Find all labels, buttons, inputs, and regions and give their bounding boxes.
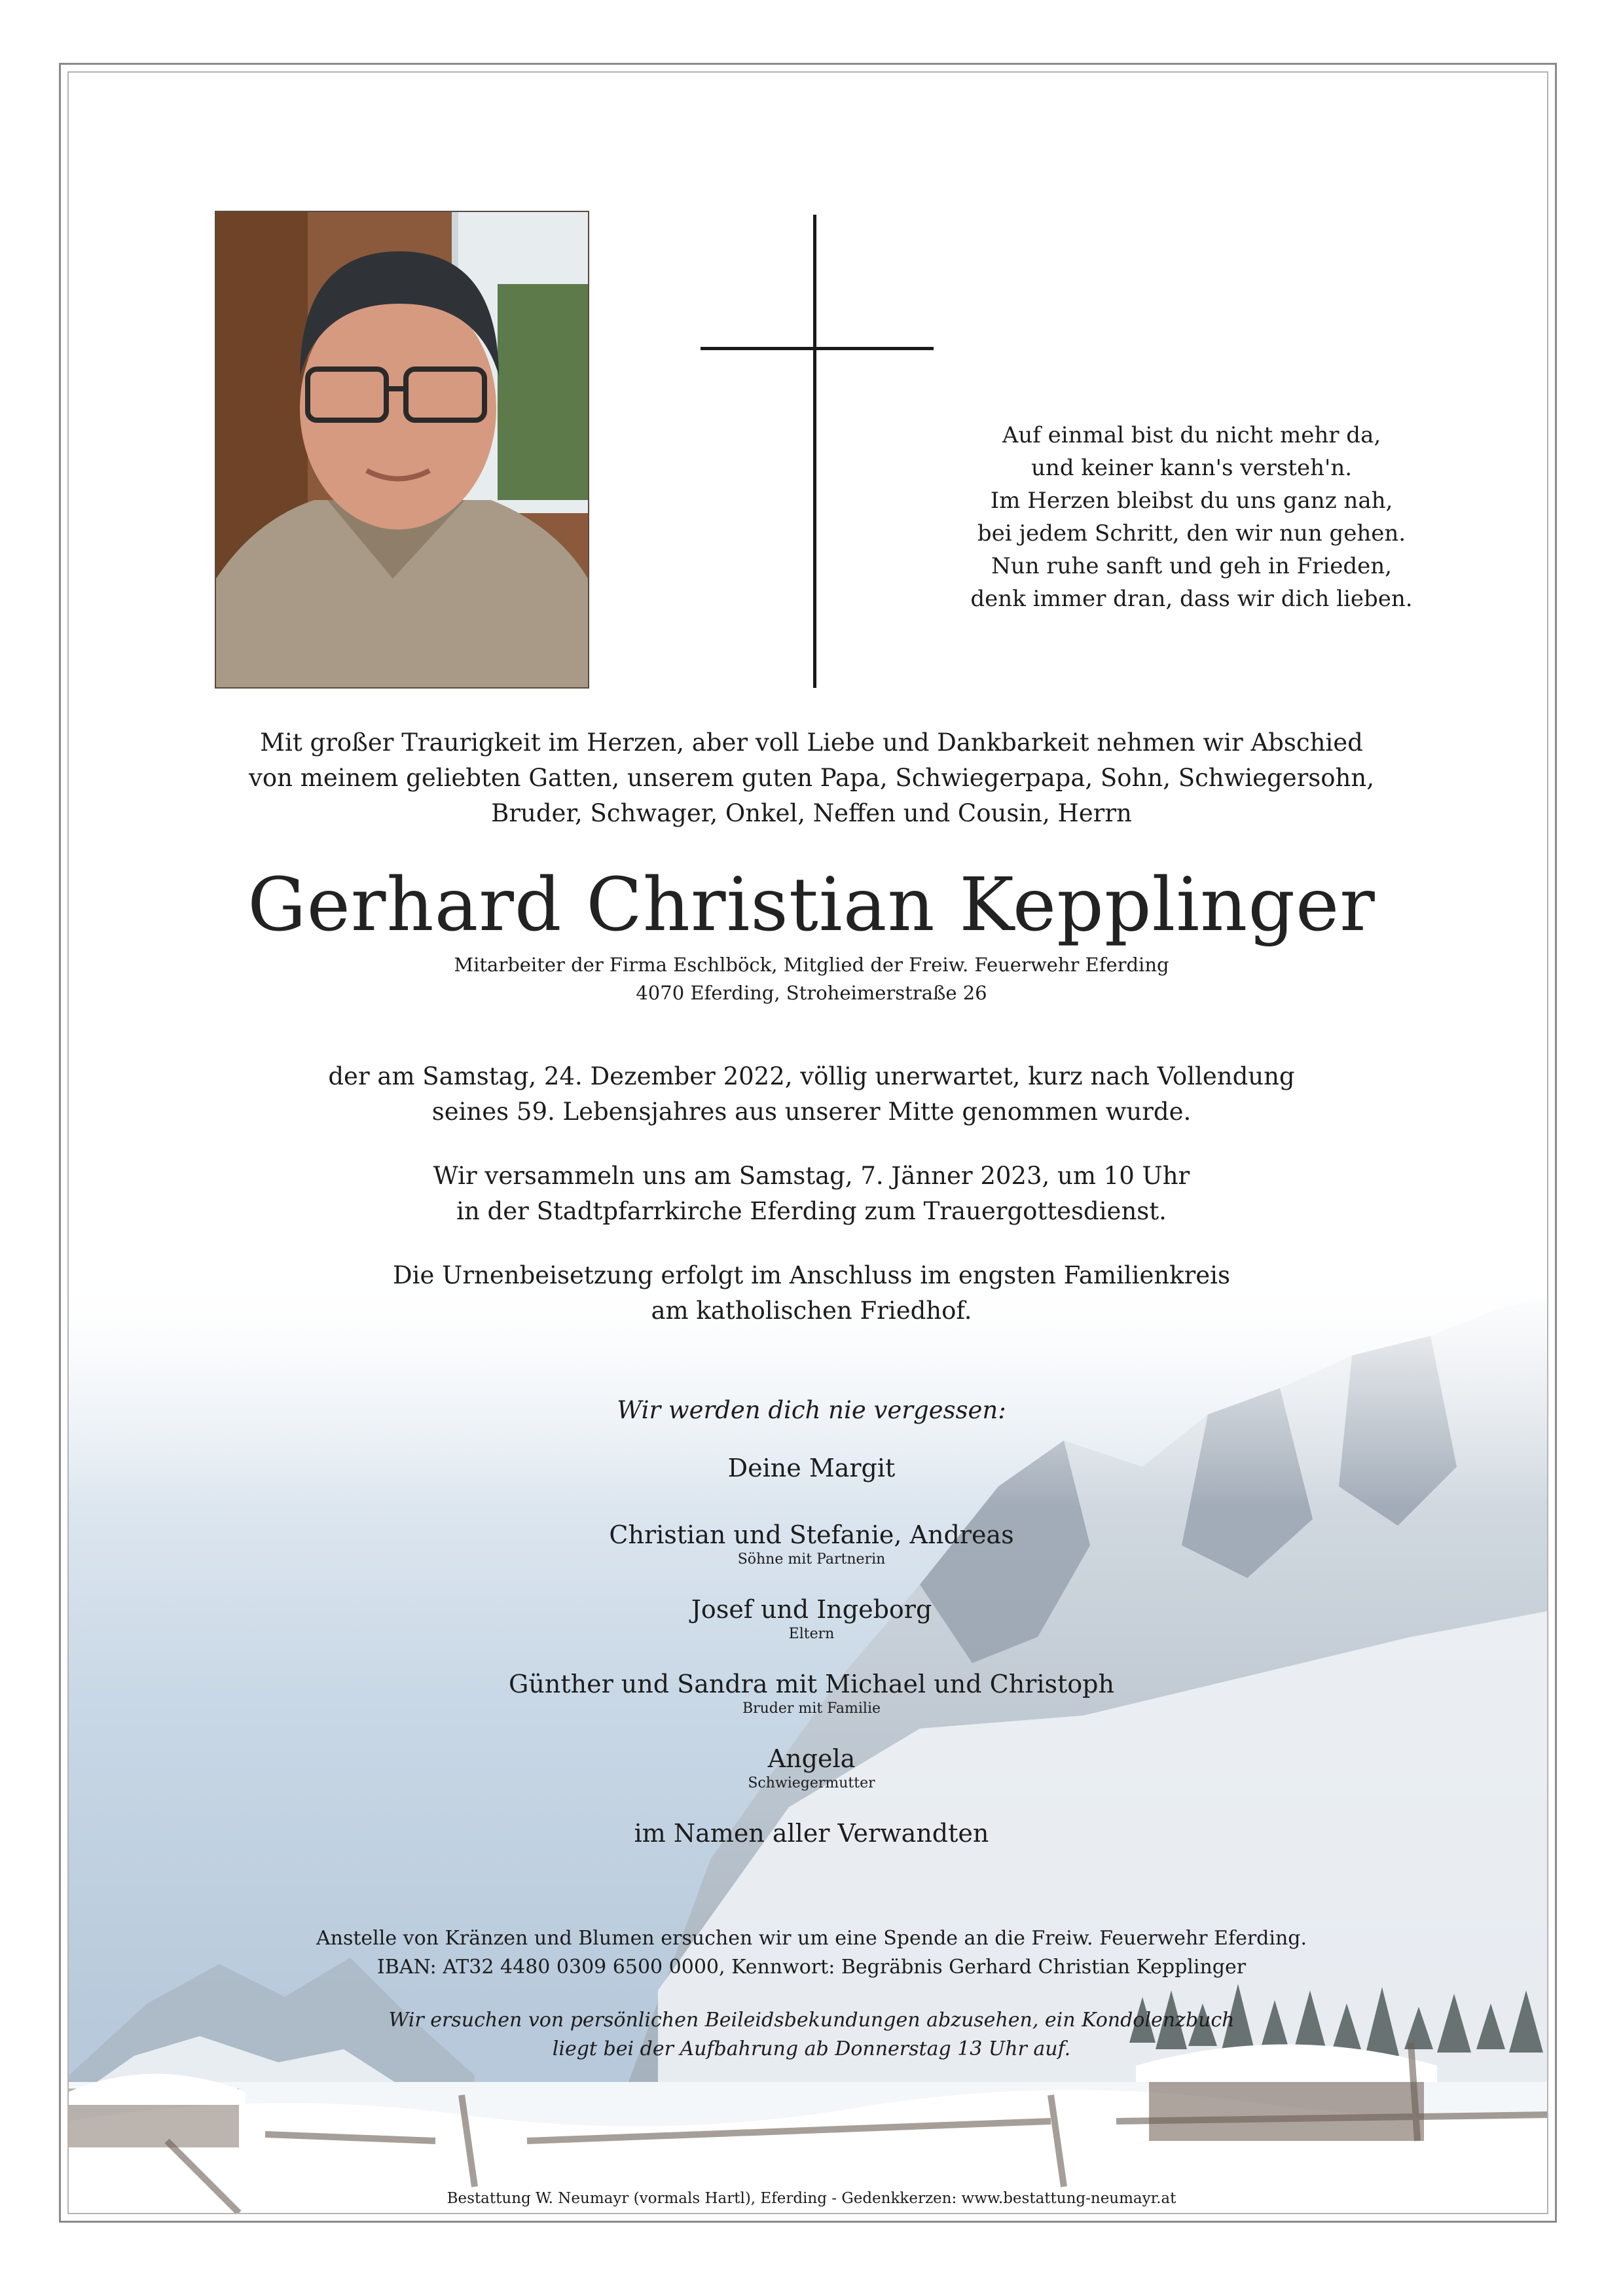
donation-request (98, 1924, 1525, 1982)
intro-line: Mit großer Traurigkeit im Herzen, aber voll Liebe und Dankbarkeit nehmen wir Abschied (260, 728, 1363, 757)
mourner-relation: Bruder mit Familie (742, 1700, 881, 1717)
poem-line: und keiner kann's versteh'n. (1030, 455, 1353, 481)
intro-line: Bruder, Schwager, Onkel, Neffen und Cousin, Herrn (491, 799, 1132, 827)
death-notice (98, 1059, 1525, 1130)
intro-text (98, 725, 1525, 831)
mourner-relation: Schwiegermutter (748, 1775, 875, 1791)
mourner (98, 1593, 1525, 1643)
cross-icon-horizontal (701, 347, 934, 350)
mourner-name: im Namen aller Verwandten (634, 1819, 989, 1848)
service-line: Wir versammeln uns am Samstag, 7. Jänner 2023, um 10 Uhr (433, 1162, 1190, 1190)
mourner-name: Deine Margit (727, 1454, 896, 1482)
portrait-image (216, 212, 588, 687)
burial-line: Die Urnenbeisetzung erfolgt im Anschluss im engsten Familienkreis (392, 1261, 1230, 1289)
poem-line: Nun ruhe sanft und geh in Frieden, (991, 553, 1392, 579)
death-notice-line: seines 59. Lebensjahres aus unserer Mitte genommen wurde. (431, 1098, 1192, 1126)
donation-line: IBAN: AT32 4480 0309 6500 0000, Kennwort: Begräbnis Gerhard Christian Kepplinger (376, 1956, 1247, 1979)
poem-line: denk immer dran, dass wir dich lieben. (970, 586, 1413, 612)
address: 4070 Eferding, Stroheimerstraße 26 (636, 982, 987, 1004)
motto: Wir werden dich nie vergessen: (617, 1396, 1006, 1424)
poem-line: Im Herzen bleibst du uns ganz nah, (990, 488, 1393, 514)
undertaker-footer: Bestattung W. Neumayr (vormals Hartl), Eferding - Gedenkkerzen: www.bestattung-neumayr.at (447, 2190, 1176, 2207)
poem-line: bei jedem Schritt, den wir nun gehen. (977, 520, 1406, 547)
intro-line: von meinem geliebten Gatten, unserem guten Papa, Schwiegerpapa, Sohn, Schwiegersohn, (249, 764, 1374, 792)
mourner-relation: Söhne mit Partnerin (737, 1551, 886, 1568)
mourner (98, 1518, 1525, 1568)
poem (930, 419, 1453, 615)
burial-line: am katholischen Friedhof. (651, 1297, 972, 1325)
mourner (98, 1742, 1525, 1792)
death-notice-line: der am Samstag, 24. Dezember 2022, völlig unerwartet, kurz nach Vollendung (328, 1062, 1295, 1090)
service-info (98, 1158, 1525, 1229)
mourner-relation: Eltern (788, 1626, 835, 1642)
portrait-photo (215, 211, 589, 689)
mourner-name: Angela (767, 1744, 856, 1773)
mourner-name: Günther und Sandra mit Michael und Christoph (509, 1670, 1114, 1698)
mourner (98, 1668, 1525, 1717)
burial-info (98, 1258, 1525, 1329)
occupation: Mitarbeiter der Firma Eschlböck, Mitglied der Freiw. Feuerwehr Eferding (454, 954, 1169, 976)
condolence-line: liegt bei der Aufbahrung ab Donnerstag 13 Uhr auf. (552, 2037, 1071, 2060)
poem-line: Auf einmal bist du nicht mehr da, (1002, 422, 1381, 448)
deceased-details (98, 951, 1525, 1007)
mourner-name: Josef und Ingeborg (691, 1595, 932, 1624)
donation-line: Anstelle von Kränzen und Blumen ersuchen wir um eine Spende an die Freiw. Feuerwehr Eferding. (316, 1927, 1307, 1950)
service-line: in der Stadtpfarrkirche Eferding zum Trauergottesdienst. (456, 1197, 1167, 1225)
condolence-note (98, 2006, 1525, 2064)
mourner (98, 1817, 1525, 1850)
condolence-line: Wir ersuchen von persönlichen Beileidsbekundungen abzusehen, ein Kondolenzbuch (388, 2009, 1235, 2032)
mourner-name: Christian und Stefanie, Andreas (609, 1520, 1014, 1549)
mourner (98, 1452, 1525, 1484)
deceased-name: Gerhard Christian Kepplinger (247, 863, 1376, 948)
cross-icon-vertical (813, 215, 816, 688)
